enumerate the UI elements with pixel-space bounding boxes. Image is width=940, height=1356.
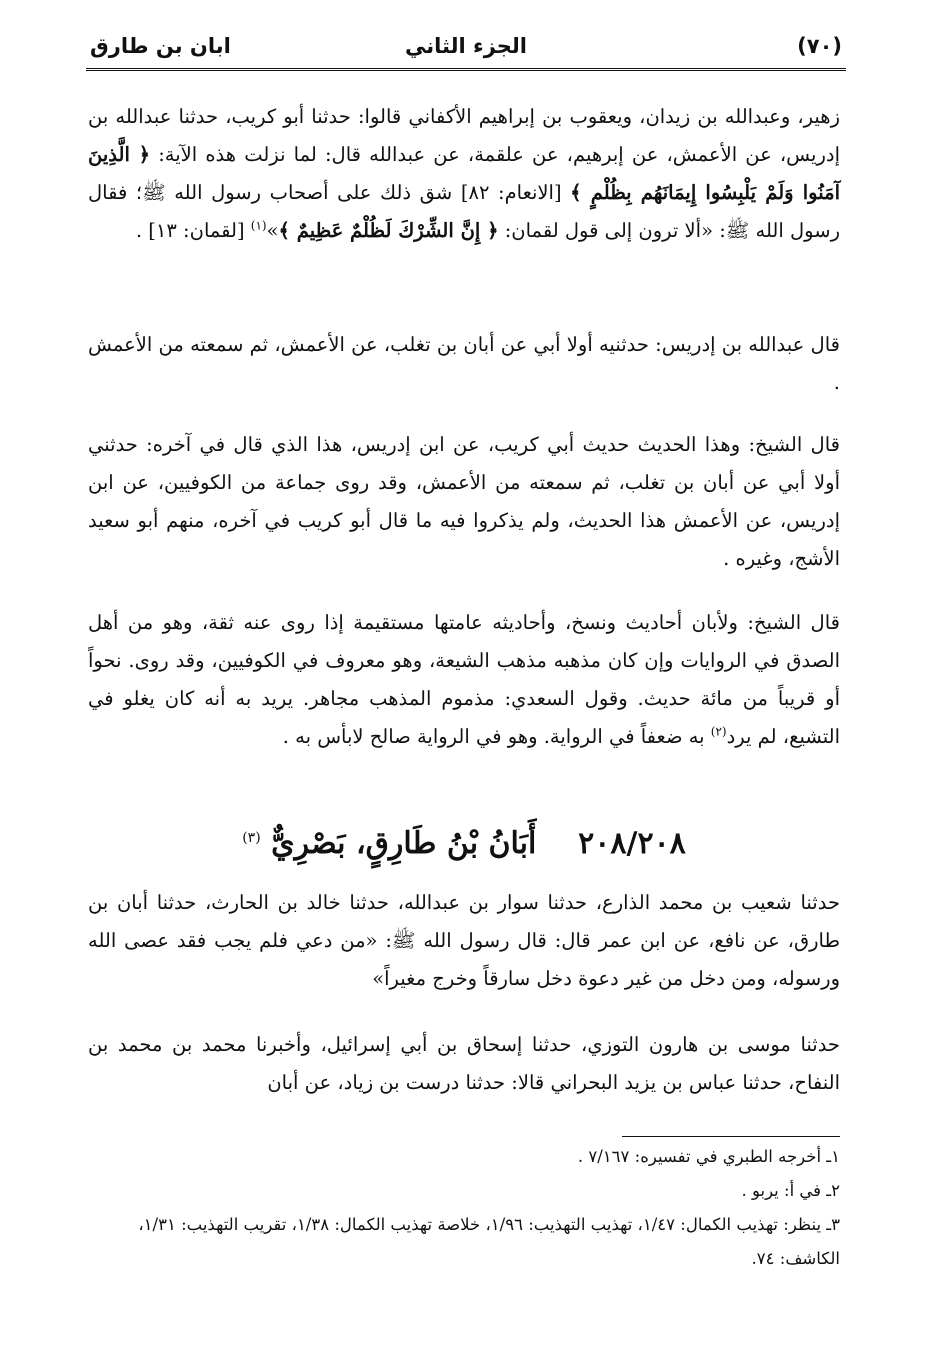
entry-heading	[88, 826, 840, 861]
paragraph	[88, 426, 840, 578]
paragraph-text: حدثنا موسى بن هارون التوزي، حدثنا إسحاق بن أبي إسرائيل، وأخبرنا محمد بن محمد بن النفاح، حدثنا عباس بن يزيد البحراني قالا: حدثنا درست بن زياد، عن أبان	[88, 1033, 840, 1094]
paragraph-text: [لقمان: ١٣] .	[135, 219, 251, 242]
running-title: ابان بن طارق	[90, 34, 231, 58]
volume-label: الجزء الثاني	[404, 34, 527, 58]
paragraph-text: زهير، وعبدالله بن زيدان، ويعقوب بن إبراهيم الأكفاني قالوا: حدثنا أبو كريب، حدثنا عبدالله بن إدريس، عن الأعمش، عن إبرهيم، عن علقمة، عن عبدالله قال: لما نزلت هذه الآية:	[88, 105, 840, 166]
footnote-ref: (١)	[250, 218, 267, 233]
page-number: (٧٠)	[797, 34, 842, 58]
footnote-1: ١ـ أخرجه الطبري في تفسيره: ٧/١٦٧ .	[577, 1147, 840, 1166]
paragraph	[88, 1026, 840, 1102]
quran-verse: ﴿ إِنَّ الشِّرْكَ لَظُلْمٌ عَظِيمٌ ﴾	[278, 219, 499, 242]
footnote-ref: (٢)	[710, 724, 727, 739]
header-rule	[86, 68, 846, 71]
entry-name: أَبَانُ بْنُ طَارِقٍ، بَصْرِيٌّ	[271, 826, 537, 861]
entry-number: ٢٠٨/٢٠٨	[578, 826, 686, 861]
quran-verse: ﴿ الَّذِينَ آمَنُوا وَلَمْ يَلْبِسُوا إِيمَانَهُم بِظُلْمٍ ﴾	[88, 143, 840, 204]
paragraph-text: به ضعفاً في الرواية. وهو في الرواية صالح لابأس به .	[282, 725, 711, 748]
footnote-3: ٣ـ ينظر: تهذيب الكمال: ١/٤٧، تهذيب التهذيب: ١/٩٦، خلاصة تهذيب الكمال: ١/٣٨، تقريب التهذيب: ١/٣١، الكاشف: ٧٤.	[138, 1215, 840, 1268]
paragraph	[88, 884, 840, 998]
paragraph-text: قال الشيخ: وهذا الحديث حديث أبي كريب، عن ابن إدريس، هذا الذي قال في آخره: حدثني أولا أبي عن أبان بن تغلب، ثم سمعته من الأعمش، وقد روى جماعة من الكوفيين، عن ابن إدريس، عن الأعمش هذا الحديث، ولم يذكروا فيه ما قال أبو كريب في آخره، منهم أبو سعيد الأشج، وغيره .	[88, 433, 840, 570]
paragraph	[88, 98, 840, 250]
running-header	[86, 30, 846, 64]
paragraph-text: قال عبدالله بن إدريس: حدثنيه أولا أبي عن أبان بن تغلب، عن الأعمش، ثم سمعته من الأعمش .	[88, 333, 840, 394]
paragraph	[88, 326, 840, 402]
paragraph	[88, 604, 840, 756]
paragraph-text: قال الشيخ: ولأبان أحاديث ونسخ، وأحاديثه عامتها مستقيمة إذا روى عنه ثقة، وهو من أهل الصدق في الروايات وإن كان مذهبه مذهب الشيعة، وهو معروف في الكوفيين، وقد روى. نحواً أو قريباً من مائة حديث. وقول السعدي: مذموم المذهب مجاهر. يريد به أنه كان يغلو في التشيع، لم يرد	[88, 611, 840, 748]
paragraph-text: حدثنا شعيب بن محمد الذارع، حدثنا سوار بن عبدالله، حدثنا خالد بن الحارث، حدثنا أبان بن طارق، عن نافع، عن ابن عمر قال: قال رسول الله ﷺ: «من دعي فلم يجب فقد عصى الله ورسوله، ومن دخل من غير دعوة دخل سارقاً وخرج مغيراً»	[88, 891, 840, 990]
entry-note-ref: (٣)	[242, 830, 261, 846]
footnote-2: ٢ـ في أ: يربو .	[741, 1181, 840, 1200]
paragraph-text: »	[266, 219, 279, 242]
footnote-rule	[622, 1136, 840, 1137]
paragraph-text: [الانعام: ٨٢] شق ذلك على أصحاب رسول الله ﷺ؛ فقال رسول الله ﷺ: «ألا ترون إلى قول لقمان:	[88, 181, 840, 242]
footnotes	[88, 1140, 840, 1276]
